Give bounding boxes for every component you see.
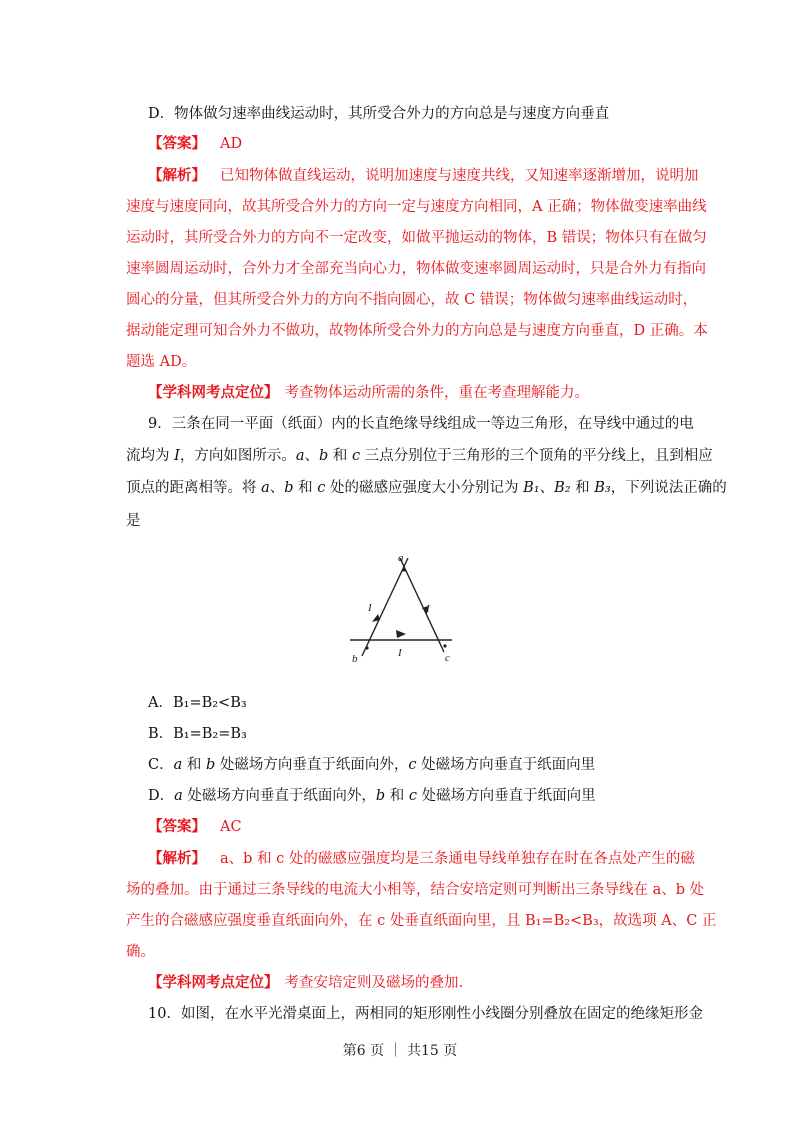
- q8-knowledge-point: 【学科网考点定位】 考查物体运动所需的条件，重在考查理解能力。: [148, 384, 589, 401]
- q8-analysis-line: 速度与速度同向，故其所受合外力的方向一定与速度方向相同，A 正确；物体做变速率曲线: [126, 199, 707, 215]
- q9-answer-tag: 【答案】: [148, 818, 206, 835]
- point-c: [443, 644, 446, 647]
- arrow-bottom-icon: [396, 630, 406, 638]
- q9-stem-line: 9．三条在同一平面（纸面）内的长直绝缘导线组成一等边三角形，在导线中通过的电: [148, 416, 694, 432]
- q9-answer: AC: [220, 819, 242, 835]
- label-b: b: [352, 653, 358, 665]
- q8-answer-row: [148, 134, 678, 154]
- wire-right: [400, 558, 444, 652]
- q9-analysis-line: 产生的合磁感应强度垂直纸面向外，在 c 处垂直纸面向里，且 B₁=B₂<B₃，故选项 A、C 正: [126, 913, 717, 929]
- q8-analysis-line: 圆心的分量，但其所受合外力的方向不指向圆心，故 C 错误；物体做匀速率曲线运动时，: [126, 292, 698, 308]
- q8-answer: AD: [220, 136, 243, 152]
- q9-stem-line: 是: [126, 513, 141, 529]
- point-a: [402, 568, 405, 571]
- q9-option-d: D．a 处磁场方向垂直于纸面向外，b 和 c 处磁场方向垂直于纸面向里: [148, 788, 596, 804]
- q9-answer-row: [148, 817, 678, 837]
- label-current-bottom: I: [398, 647, 402, 659]
- q8-analysis-line: 运动时，其所受合外力的方向不一定改变，如做平抛运动的物体，B 错误；物体只有在做匀: [126, 230, 707, 246]
- label-current-left: I: [368, 602, 372, 614]
- q8-answer-tag: 【答案】: [148, 135, 206, 152]
- q8-analysis-line: 据动能定理可知合外力不做功，故物体所受合外力的方向总是与速度方向垂直，D 正确。本: [126, 323, 708, 339]
- page-footer: 第6 页 ｜ 共15 页: [342, 1043, 458, 1059]
- q9-stem-line: 顶点的距离相等。将 a、b 和 c 处的磁感应强度大小分别记为 B₁、B₂ 和 B₃，下列说法正确的: [126, 480, 727, 496]
- q8-analysis-tag: 【解析】: [148, 167, 206, 184]
- label-c: c: [445, 652, 450, 664]
- q9-stem-line: 流均为 I，方向如图所示。a、b 和 c 三点分别位于三角形的三个顶角的平分线上，且到相应: [126, 448, 713, 464]
- q8-analysis-line: 题选 AD。: [126, 354, 197, 370]
- q9-analysis-line: 确。: [126, 944, 155, 960]
- q8-analysis-line: 【解析】 已知物体做直线运动，说明加速度与速度共线，又知速率逐渐增加，说明加: [148, 167, 699, 184]
- q9-triangle-figure: [342, 550, 464, 665]
- point-b: [365, 646, 368, 649]
- q9-option-c: C．a 和 b 处磁场方向垂直于纸面向外，c 处磁场方向垂直于纸面向里: [148, 757, 596, 773]
- label-current-right: I: [426, 603, 430, 615]
- triangle-diagram: [342, 550, 464, 665]
- q9-analysis-tag: 【解析】: [148, 850, 206, 867]
- q8-kp-tag: 【学科网考点定位】: [148, 384, 279, 401]
- q9-kp-tag: 【学科网考点定位】: [148, 974, 279, 991]
- q9-knowledge-point: 【学科网考点定位】 考查安培定则及磁场的叠加.: [148, 974, 464, 991]
- q9-analysis-line: 场的叠加。由于通过三条导线的电流大小相等，结合安培定则可判断出三条导线在 a、b 处: [126, 882, 705, 898]
- q9-option-b: B．B₁=B₂=B₃: [148, 726, 247, 742]
- label-a: a: [398, 552, 404, 564]
- q9-option-a: A．B₁=B₂<B₃: [148, 695, 247, 711]
- q8-analysis-line: 速率圆周运动时，合外力才全部充当向心力，物体做变速率圆周运动时，只是合外力有指向: [126, 261, 706, 277]
- q8-option-d: D．物体做匀速率曲线运动时，其所受合外力的方向总是与速度方向垂直: [148, 106, 610, 122]
- q9-analysis-line: 【解析】 a、b 和 c 处的磁感应强度均是三条通电导线单独存在时在各点处产生的磁: [148, 850, 695, 867]
- q10-stem-line: 10．如图，在水平光滑桌面上，两相同的矩形刚性小线圈分别叠放在固定的绝缘矩形金: [148, 1006, 703, 1022]
